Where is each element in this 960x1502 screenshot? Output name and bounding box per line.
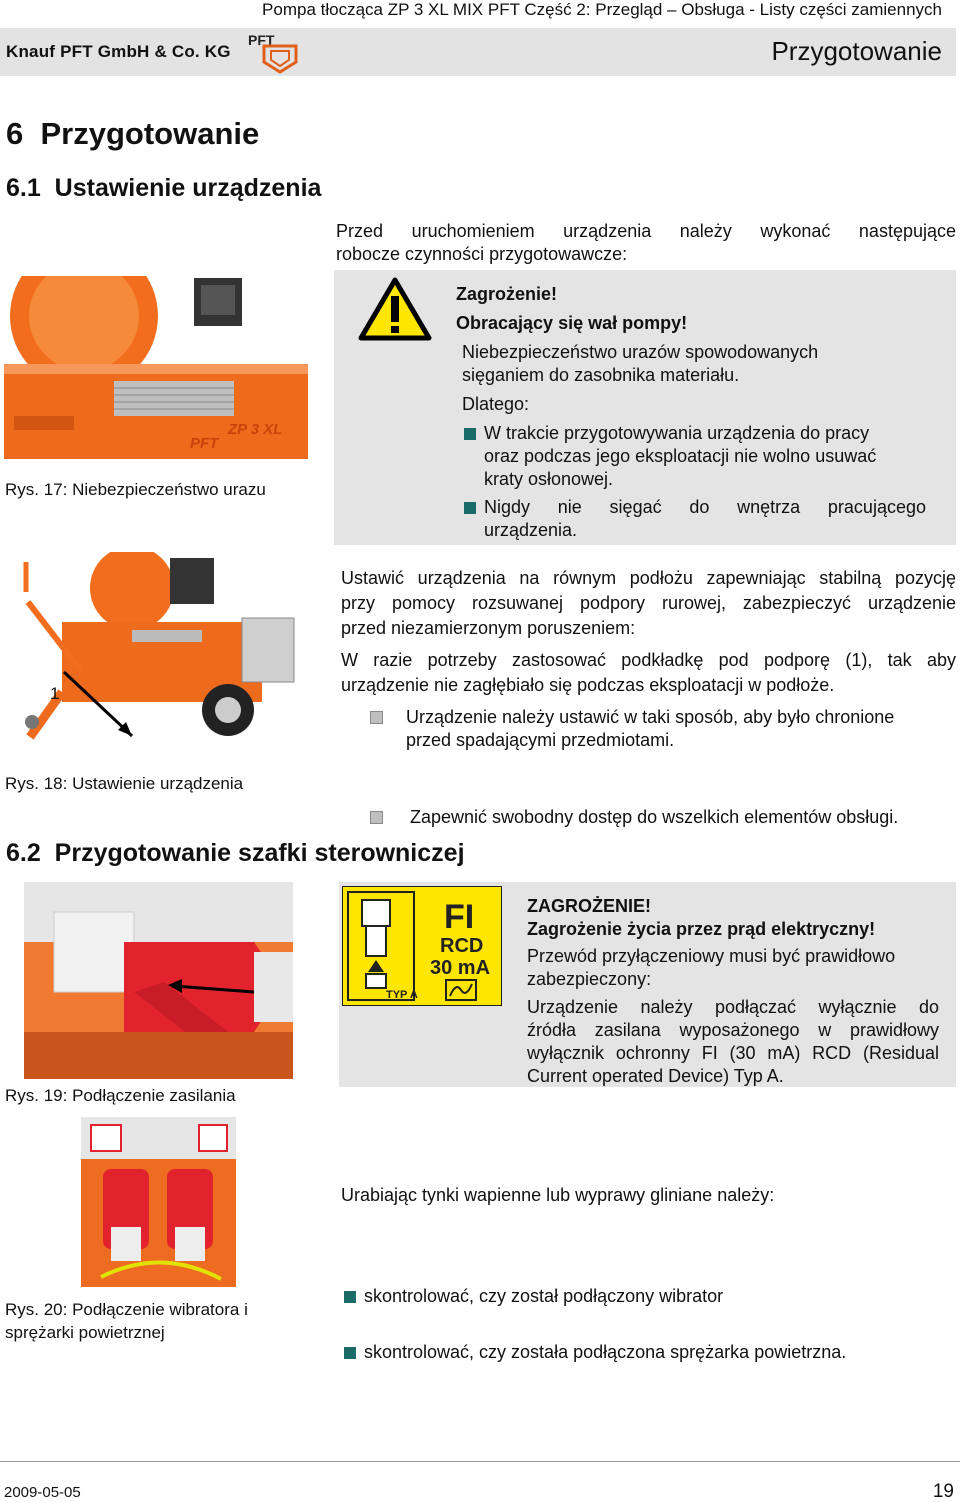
document-title: Pompa tłocząca ZP 3 XL MIX PFT Część 2: Przegląd – Obsługa - Listy części zamiennych xyxy=(262,0,942,19)
warning-therefore: Dlatego: xyxy=(462,394,530,414)
figure-17-caption: Rys. 17: Niebezpieczeństwo urazu xyxy=(5,480,266,499)
warning-subtitle: Obracający się wał pompy! xyxy=(456,313,688,333)
lime-list-item: skontrolować, czy została podłączona sprężarka powietrzna. xyxy=(344,1341,956,1364)
figure-18-pump-image xyxy=(22,552,300,752)
bullet-box-icon xyxy=(370,811,383,824)
lime-intro: Urabiając tynki wapienne lub wyprawy gliniane należy: xyxy=(341,1185,775,1205)
section-number: 6.2 xyxy=(6,839,41,867)
figure-19-plug-image xyxy=(24,882,293,1079)
warning-title: Zagrożenie! xyxy=(456,284,558,304)
bullet-square-icon xyxy=(464,428,476,440)
section-heading-6-1 xyxy=(6,174,321,203)
setup-list-item: Urządzenie należy ustawić w taki sposób, aby było chronione przed spadającymi przedmiotami. xyxy=(370,706,950,752)
ma-label: 30 mA xyxy=(430,957,491,979)
footer-rule xyxy=(0,1461,960,1462)
company-name: Knauf PFT GmbH & Co. KG xyxy=(6,42,231,61)
figure-18-caption: Rys. 18: Ustawienie urządzenia xyxy=(5,774,244,793)
bullet-square-icon xyxy=(344,1347,356,1359)
danger-content: ZAGROŻENIE! Zagrożenie życia przez prąd elektryczny! Przewód przyłączeniowy musi być prawidłowo zabezpieczony: Urządzenie należy podłączać wyłącznie do źródła zasilana wyposażonego w prawidłowy wyłącznik ochronny FI (30 mA) RCD (Residual Current operated Device) Typ A. xyxy=(527,896,939,1086)
figure-18-marker: 1 xyxy=(50,684,60,703)
intro-line: Przed uruchomieniem urządzenia należy wykonać następujące xyxy=(336,221,956,241)
danger-subtitle: Zagrożenie życia przez prąd elektryczny! xyxy=(527,919,876,939)
pft-logo xyxy=(246,32,302,74)
figure-19-caption: Rys. 19: Podłączenie zasilania xyxy=(5,1086,236,1105)
warning-text: Niebezpieczeństwo urazów spowodowanych xyxy=(462,342,819,362)
bullet-square-icon xyxy=(464,502,476,514)
figure-20-caption: Rys. 20: Podłączenie wibratora i sprężarki powietrznej xyxy=(5,1300,248,1342)
fig17-brand-label: PFT xyxy=(190,435,219,452)
fi-label: FI xyxy=(444,898,475,936)
intro-line: robocze czynności przygotowawcze: xyxy=(336,244,628,264)
warning-text: sięganiem do zasobnika materiału. xyxy=(462,365,740,385)
lime-list-item: skontrolować, czy został podłączony wibrator xyxy=(344,1285,956,1308)
section-title: Przygotowanie szafki sterowniczej xyxy=(54,839,465,867)
support-paragraph: W razie potrzeby zastosować podkładkę pod podporę (1), tak aby urządzenie nie zagłębiało się podczas eksploatacji w podłoże. xyxy=(341,650,956,695)
rcd-label: RCD xyxy=(440,935,484,957)
section-title: Ustawienie urządzenia xyxy=(54,174,322,202)
logo-text: PFT xyxy=(248,32,275,48)
chapter-number: 6 xyxy=(6,116,24,151)
section-number: 6.1 xyxy=(6,174,41,202)
warning-triangle-icon xyxy=(358,276,432,342)
chapter-title: Przygotowanie xyxy=(40,116,260,151)
warning-content xyxy=(456,283,946,542)
fi-rcd-sign-icon xyxy=(342,886,502,1006)
danger-title: ZAGROŻENIE! xyxy=(527,896,651,916)
fig17-model-label: ZP 3 XL xyxy=(228,421,283,438)
setup-paragraph: Ustawić urządzenia na równym podłożu zapewniając stabilną pozycję przy pomocy rozsuwanej podpory rurowej, zabezpieczyć urządzenie przed niezamierzonym poruszeniem: xyxy=(341,568,956,638)
fi-type-label: TYP A xyxy=(386,989,418,1001)
figure-20-sockets-image xyxy=(81,1117,236,1287)
page-number: 19 xyxy=(932,1481,954,1502)
figure-17-pump-image xyxy=(4,276,308,459)
intro-paragraph xyxy=(336,220,956,266)
warning-bullet: W trakcie przygotowywania urządzenia do pracy oraz podczas jego eksploatacji nie wolno usuwać kraty osłonowej. xyxy=(464,422,926,491)
warning-bullet: Nigdy nie sięgać do wnętrza pracującego urządzenia. xyxy=(464,496,926,542)
section-heading-6-2 xyxy=(6,839,465,868)
chapter-heading xyxy=(6,116,259,152)
setup-list-item: Zapewnić swobodny dostęp do wszelkich elementów obsługi. xyxy=(370,806,960,829)
header-section-title: Przygotowanie xyxy=(771,36,942,66)
footer-date: 2009-05-05 xyxy=(4,1484,81,1501)
bullet-square-icon xyxy=(344,1291,356,1303)
bullet-box-icon xyxy=(370,711,383,724)
